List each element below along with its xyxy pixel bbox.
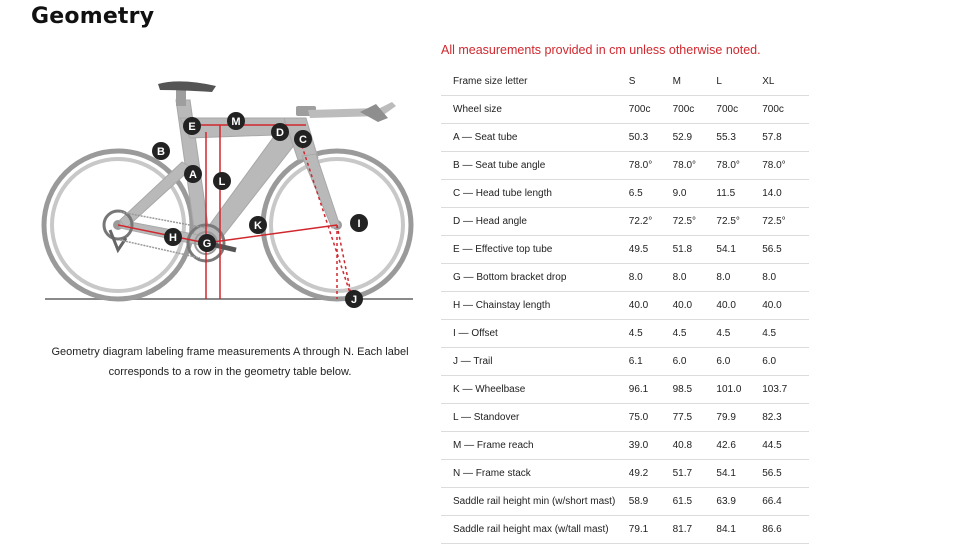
badge-label-I: I bbox=[357, 218, 361, 230]
badge-label-E: E bbox=[188, 121, 196, 133]
badge-label-C: C bbox=[299, 134, 307, 146]
cell-l: 79.9 bbox=[716, 404, 762, 432]
row-label: A — Seat tube bbox=[441, 124, 629, 152]
row-label: M — Frame reach bbox=[441, 432, 629, 460]
cell-xl: 56.5 bbox=[762, 236, 809, 264]
cell-s: 79.1 bbox=[629, 516, 673, 544]
cell-m: 78.0° bbox=[673, 152, 717, 180]
cell-s: 40.0 bbox=[629, 292, 673, 320]
cell-m: 81.7 bbox=[673, 516, 717, 544]
units-note: All measurements provided in cm unless otherwise noted. bbox=[441, 43, 761, 57]
badge-label-D: D bbox=[276, 127, 284, 139]
cell-s: 39.0 bbox=[629, 432, 673, 460]
cell-xl: 57.8 bbox=[762, 124, 809, 152]
aerobars bbox=[296, 102, 396, 122]
row-label: D — Head angle bbox=[441, 208, 629, 236]
cell-m: 51.7 bbox=[673, 460, 717, 488]
cell-s: 72.2° bbox=[629, 208, 673, 236]
cell-l: 63.9 bbox=[716, 488, 762, 516]
cell-l: 4.5 bbox=[716, 320, 762, 348]
cell-l: 55.3 bbox=[716, 124, 762, 152]
badge-label-B: B bbox=[157, 146, 165, 158]
row-label: Saddle rail height max (w/tall mast) bbox=[441, 516, 629, 544]
cell-xl: 44.5 bbox=[762, 432, 809, 460]
header-size-l: L bbox=[716, 68, 762, 96]
cell-xl: 103.7 bbox=[762, 376, 809, 404]
table-row bbox=[441, 320, 809, 348]
cell-xl: 82.3 bbox=[762, 404, 809, 432]
cell-s: 78.0° bbox=[629, 152, 673, 180]
header-frame-size: Frame size letter bbox=[441, 68, 629, 96]
cell-s: 8.0 bbox=[629, 264, 673, 292]
badge-I bbox=[350, 214, 368, 232]
row-label: N — Frame stack bbox=[441, 460, 629, 488]
badge-J bbox=[345, 290, 363, 308]
table-row bbox=[441, 376, 809, 404]
seatpost bbox=[176, 88, 186, 106]
table-row bbox=[441, 96, 809, 124]
header-size-xl: XL bbox=[762, 68, 809, 96]
table-row bbox=[441, 152, 809, 180]
cell-m: 9.0 bbox=[673, 180, 717, 208]
row-label: H — Chainstay length bbox=[441, 292, 629, 320]
cell-s: 58.9 bbox=[629, 488, 673, 516]
row-label: C — Head tube length bbox=[441, 180, 629, 208]
cell-l: 72.5° bbox=[716, 208, 762, 236]
cell-s: 4.5 bbox=[629, 320, 673, 348]
row-label: I — Offset bbox=[441, 320, 629, 348]
cell-l: 54.1 bbox=[716, 460, 762, 488]
badge-label-A: A bbox=[189, 169, 197, 181]
table-row bbox=[441, 348, 809, 376]
cell-xl: 86.6 bbox=[762, 516, 809, 544]
saddle bbox=[158, 81, 216, 92]
cell-m: 40.8 bbox=[673, 432, 717, 460]
table-row bbox=[441, 264, 809, 292]
cell-s: 96.1 bbox=[629, 376, 673, 404]
badge-G bbox=[198, 234, 216, 252]
cell-m: 98.5 bbox=[673, 376, 717, 404]
diagram-caption: Geometry diagram labeling frame measurements A through N. Each label corresponds to a row in the geometry table below. bbox=[51, 346, 409, 378]
table-header-row bbox=[441, 68, 809, 96]
cell-m: 700c bbox=[673, 96, 717, 124]
badge-label-M: M bbox=[231, 116, 241, 128]
cell-l: 8.0 bbox=[716, 264, 762, 292]
row-label: L — Standover bbox=[441, 404, 629, 432]
table-row bbox=[441, 208, 809, 236]
cell-m: 52.9 bbox=[673, 124, 717, 152]
cell-s: 75.0 bbox=[629, 404, 673, 432]
badge-E bbox=[183, 117, 201, 135]
row-label: Saddle rail height min (w/short mast) bbox=[441, 488, 629, 516]
cell-m: 72.5° bbox=[673, 208, 717, 236]
cell-m: 51.8 bbox=[673, 236, 717, 264]
row-label: G — Bottom bracket drop bbox=[441, 264, 629, 292]
table-row bbox=[441, 432, 809, 460]
row-label: E — Effective top tube bbox=[441, 236, 629, 264]
cell-s: 50.3 bbox=[629, 124, 673, 152]
row-label: B — Seat tube angle bbox=[441, 152, 629, 180]
cell-l: 42.6 bbox=[716, 432, 762, 460]
cell-xl: 56.5 bbox=[762, 460, 809, 488]
badge-C bbox=[294, 130, 312, 148]
header-size-s: S bbox=[629, 68, 673, 96]
page-title: Geometry bbox=[31, 4, 155, 29]
cell-l: 78.0° bbox=[716, 152, 762, 180]
badge-label-K: K bbox=[254, 220, 262, 232]
cell-s: 6.1 bbox=[629, 348, 673, 376]
badge-K bbox=[249, 216, 267, 234]
badge-L bbox=[213, 172, 231, 190]
cell-xl: 14.0 bbox=[762, 180, 809, 208]
badge-M bbox=[227, 112, 245, 130]
badge-label-G: G bbox=[202, 238, 212, 250]
table-row bbox=[441, 488, 809, 516]
cell-m: 61.5 bbox=[673, 488, 717, 516]
badge-label-H: H bbox=[169, 232, 177, 244]
cell-m: 40.0 bbox=[673, 292, 717, 320]
cell-l: 40.0 bbox=[716, 292, 762, 320]
row-label: J — Trail bbox=[441, 348, 629, 376]
cell-xl: 4.5 bbox=[762, 320, 809, 348]
badge-label-L: L bbox=[218, 176, 226, 188]
table-row bbox=[441, 124, 809, 152]
cell-xl: 40.0 bbox=[762, 292, 809, 320]
cell-s: 49.5 bbox=[629, 236, 673, 264]
cell-s: 700c bbox=[629, 96, 673, 124]
cell-l: 84.1 bbox=[716, 516, 762, 544]
cell-m: 4.5 bbox=[673, 320, 717, 348]
badge-D bbox=[271, 123, 289, 141]
cell-xl: 6.0 bbox=[762, 348, 809, 376]
table-row bbox=[441, 460, 809, 488]
table-row bbox=[441, 236, 809, 264]
table-row bbox=[441, 516, 809, 544]
cell-xl: 8.0 bbox=[762, 264, 809, 292]
table-row bbox=[441, 180, 809, 208]
header-size-m: M bbox=[673, 68, 717, 96]
badge-H bbox=[164, 228, 182, 246]
row-label: Wheel size bbox=[441, 96, 629, 124]
bike-geometry-diagram bbox=[40, 60, 420, 320]
cell-m: 8.0 bbox=[673, 264, 717, 292]
badge-label-J: J bbox=[350, 294, 358, 306]
badge-A bbox=[184, 165, 202, 183]
badge-B bbox=[152, 142, 170, 160]
cell-xl: 700c bbox=[762, 96, 809, 124]
cell-m: 6.0 bbox=[673, 348, 717, 376]
cell-s: 6.5 bbox=[629, 180, 673, 208]
row-label: K — Wheelbase bbox=[441, 376, 629, 404]
cell-l: 700c bbox=[716, 96, 762, 124]
table-row bbox=[441, 292, 809, 320]
cell-l: 6.0 bbox=[716, 348, 762, 376]
cell-l: 11.5 bbox=[716, 180, 762, 208]
cell-xl: 78.0° bbox=[762, 152, 809, 180]
table-row bbox=[441, 404, 809, 432]
cell-l: 54.1 bbox=[716, 236, 762, 264]
cell-xl: 72.5° bbox=[762, 208, 809, 236]
cell-s: 49.2 bbox=[629, 460, 673, 488]
geometry-table bbox=[441, 68, 809, 544]
cell-xl: 66.4 bbox=[762, 488, 809, 516]
cell-m: 77.5 bbox=[673, 404, 717, 432]
cell-l: 101.0 bbox=[716, 376, 762, 404]
